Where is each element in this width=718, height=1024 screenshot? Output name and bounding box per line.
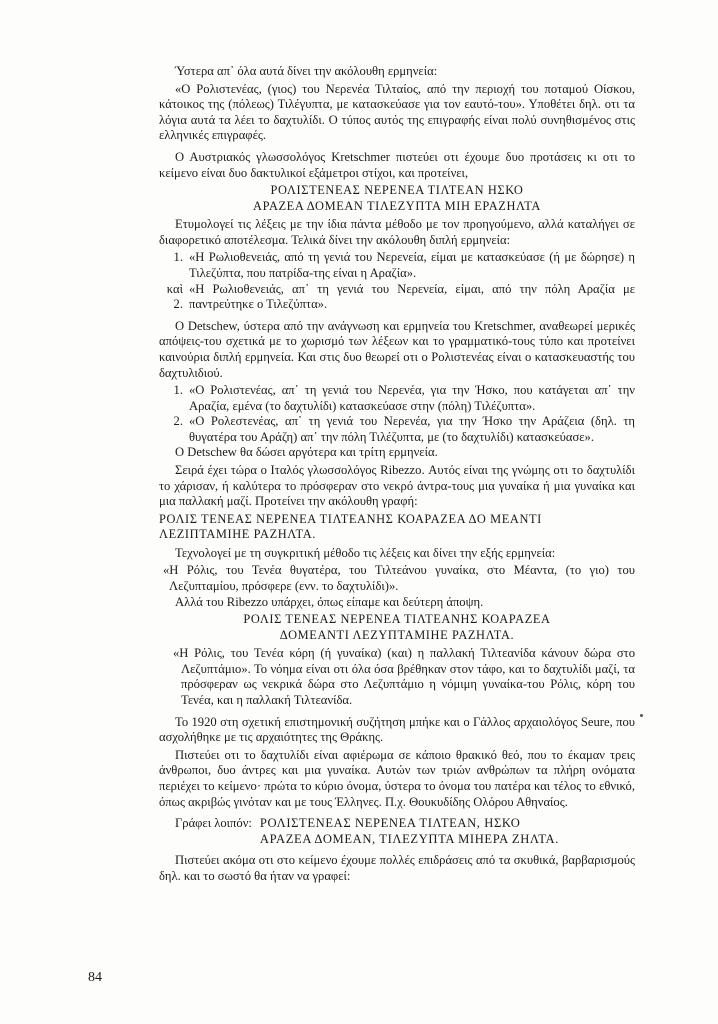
paragraph: Τεχνολογεί με τη συγκριτική μέθοδο τις λέξεις και δίνει την εξής ερμηνεία: bbox=[175, 545, 556, 560]
paragraph: Ετυμολογεί τις λέξεις με την ίδια πάντα μέθοδο με τον προηγούμενο, αλλά καταλήγει σε διαφορετικό αποτέλεσμα. Τελικά δίνει την ακόλουθη διπλή ερμηνεία: bbox=[159, 217, 635, 247]
list-text: «Ο Ρολεστενέας, απ᾿ τη γενιά του Νερενέα, για την Ήσκο την Αράζεια (δηλ. τη θυγατέρα του Αράζη) απ᾿ την πόλη Τιλέζυπτα, με (το δαχτυλίδι) κατασκεύασε». bbox=[189, 414, 635, 444]
inscription-line: ΑΡΑΖΕΑ ΔΟΜΕΑΝ ΤΙΛΕΖΥΠΤΑ ΜΙΗ ΕΡΑΖΗΛΤΑ bbox=[253, 198, 541, 213]
inscription-label: Γράφει λοιπόν: bbox=[175, 816, 252, 831]
paragraph: Πιστεύει οτι το δαχτυλίδι είναι αφιέρωμα σε κάποιο θρακικό θεό, που το έκαμαν τρεις άνθρωποι, δυο άντρες και μια γυναίκα. Αυτών των τριών ανθρώπων τα πλήρη ονόματα περιέχει το κείμενο· πρώτα το κύριο όνομα, ύστερα το όνομα του πατέρα και τέλος το εθνικό, όπως ακριβώς γινόταν και με τους Έλληνες. Π.χ. Θουκυδίδης Ολόρου Αθηναίος. bbox=[159, 747, 635, 809]
inscription-text bbox=[260, 816, 635, 847]
ink-spot bbox=[640, 714, 643, 717]
quote: «Η Ρόλις, του Τενέα θυγατέρα, του Τιλτεάνου γυναίκα, στο Μέαντα, (το γιο) του Λεζυπταμίου, πρόσφερε (ενν. το δαχτυλίδι)». bbox=[163, 563, 635, 594]
list-number: 1. bbox=[173, 383, 183, 398]
inscription-line: ΡΟΛΙΣ ΤΕΝΕΑΣ ΝΕΡΕΝΕΑ ΤΙΛΤΕΑΝΗΣ ΚΟΑΡΑΖΕΑ ΔΟ ΜΕΑΝΤΙ bbox=[159, 511, 542, 526]
inscription-line: ΡΟΛΙΣΤΕΝΕΑΣ ΝΕΡΕΝΕΑ ΤΙΛΤΕΑΝ ΗΣΚΟ bbox=[270, 183, 524, 198]
list-item bbox=[159, 250, 635, 281]
inscription-line: ΡΟΛΙΣ ΤΕΝΕΑΣ ΝΕΡΕΝΕΑ ΤΙΛΤΕΑΝΗΣ ΚΟΑΡΑΖΕΑ bbox=[243, 612, 551, 627]
list-number: 2. bbox=[173, 414, 183, 429]
list-number: 1. bbox=[173, 250, 183, 265]
paragraph: Αλλά του Ribezzo υπάρχει, όπως είπαμε και δεύτερη άποψη. bbox=[175, 594, 484, 609]
list-text: «Η Ρωλιοθενειάς, από τη γενιά του Νερενεία, είμαι με κατασκεύασε (ή με δώρησε) η Τιλεζύπτα, που πατρίδα-της είναι η Αραζία». bbox=[189, 250, 635, 280]
inscription-line: ΑΡΑΖΕΑ ΔΟΜΕΑΝ, ΤΙΛΕΖΥΠΤΑ ΜΙΗΕΡΑ ΖΗΛΤΑ. bbox=[259, 831, 559, 846]
paragraph: Πιστεύει ακόμα οτι στο κείμενο έχουμε πολλές επιδράσεις από τα σκυθικά, βαρβαρισμούς δηλ. και το σωστό θα ήταν να γραφεί: bbox=[159, 853, 635, 883]
quote: «Η Ρόλις, του Τενέα κόρη (ή γυναίκα) (και) η παλλακή Τιλτεανίδα κάνουν δώρα στο Λεζυπτάμιο». Το νόημα είναι οτι όλα όσα βρέθηκαν στον τάφο, και το δαχτυλίδι μαζί, τα πρόσφεραν ως νεκρικά δώρα στο Λεζυπτάμιο η νόμιμη γυναίκα-του Ρόλις, κόρη του Τενέα, και η παλλακή Τιλτεανίδα. bbox=[173, 646, 635, 707]
list-item bbox=[159, 383, 635, 414]
page-number: 84 bbox=[88, 970, 102, 985]
paragraph: Ο Detschew θα δώσει αργότερα και τρίτη ερμηνεία. bbox=[175, 445, 438, 460]
page-body bbox=[159, 64, 635, 887]
list-text: «Ο Ρολιστενέας, απ᾿ τη γενιά του Νερενέα, για την Ήσκο, που κατάγεται απ᾿ την Αραζία, εμένα (το δαχτυλίδι) κατασκεύασε στην (πόλη) Τιλέζυπτα». bbox=[189, 383, 635, 413]
paragraph: Ύστερα απ᾿ όλα αυτά δίνει την ακόλουθη ερμηνεία: bbox=[175, 64, 438, 78]
list-number: καὶ 2. bbox=[166, 281, 183, 312]
inscription-block bbox=[159, 816, 635, 847]
inscription-line: ΔΟΜΕΑΝΤΙ ΛΕΖΥΠΤΑΜΙΗΕ ΡΑΖΗΛΤΑ. bbox=[279, 627, 515, 642]
paragraph: Ο Detschew, ύστερα από την ανάγνωση και ερμηνεία του Kretschmer, αναθεωρεί μερικές απόψεις-του σχετικά με το χωρισμό των λέξεων και το γραμματικό-τους τύπο και προτείνει καινούρια διπλή ερμηνεία. Και στις δυο θεωρεί οτι ο Ρολιστενέας είναι ο κατασκευαστής του δαχτυλιδιού. bbox=[159, 318, 635, 380]
paragraph: Σειρά έχει τώρα ο Ιταλός γλωσσολόγος Ribezzo. Αυτός είναι της γνώμης οτι το δαχτυλίδι το χάρισαν, ή καλύτερα το πρόσφεραν στο νεκρό άντρα-τους μια γυναίκα ή μια γυναίκα και μια παλλακή μαζί. Προτείνει την ακόλουθη γραφή: bbox=[159, 463, 635, 509]
list-item bbox=[159, 414, 635, 445]
paragraph: Το 1920 στη σχετική επιστημονική συζήτηση μπήκε και ο Γάλλος αρχαιολόγος Seure, που ασχολήθηκε με τις αρχαιότητες της Θράκης. bbox=[159, 714, 635, 745]
list-item bbox=[159, 282, 635, 313]
paragraph: Ο Αυστριακός γλωσσολόγος Kretschmer πιστεύει οτι έχουμε δυο προτάσεις κι οτι το κείμενο είναι δυο δακτυλικοί εξάμετροι στίχοι, και προτείνει, bbox=[159, 149, 635, 180]
inscription-line: ΛΕΖΙΠΤΑΜΙΗΕ ΡΑΖΗΛΤΑ. bbox=[159, 527, 316, 542]
inscription-line: ΡΟΛΙΣΤΕΝΕΑΣ ΝΕΡΕΝΕΑ ΤΙΛΤΕΑΝ, ΗΣΚΟ bbox=[259, 816, 521, 831]
paragraph: «Ο Ρολιστενέας, (γιος) του Νερενέα Τιλταίος, από την περιοχή του ποταμού Οίσκου, κάτοικος της (πόλεως) Τιλέγυπτα, με κατασκεύασε για τον εαυτό-του». Υποθέτει δηλ. οτι τα λόγια αυτά τα λέει το δαχτυλίδι. Ο τύπος αυτός της επιγραφής είναι πολύ συνηθισμένος στις ελληνικές επιγραφές. bbox=[159, 81, 635, 143]
list-text: «Η Ρωλιοθενειάς, απ᾿ τη γενιά του Νερενεία, είμαι, από την πόλη Αραζία με παντρεύτηκε ο Τιλεζύπτα». bbox=[189, 281, 635, 312]
